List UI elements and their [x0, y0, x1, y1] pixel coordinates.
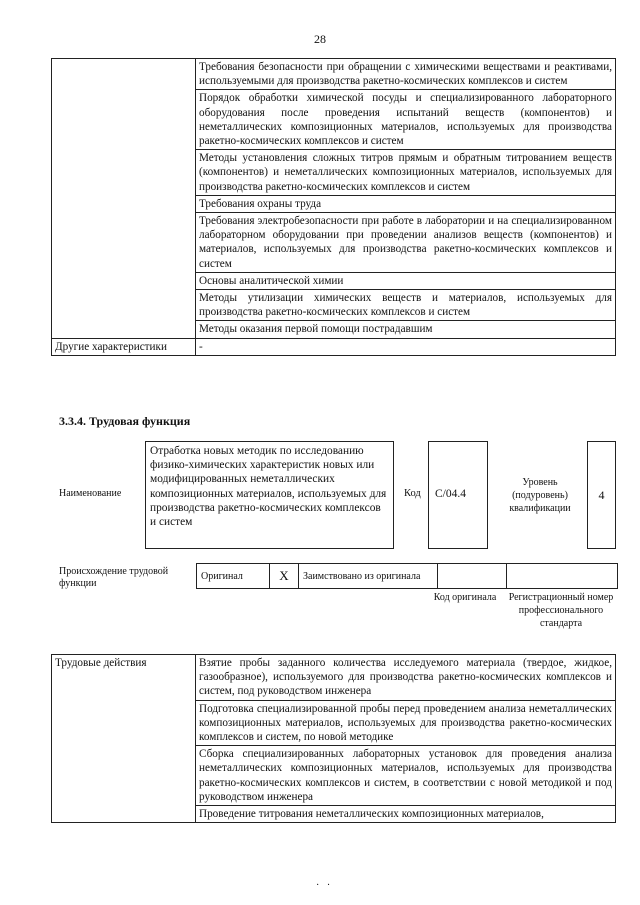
registration-number-cell: [507, 564, 618, 589]
original-code-cell: [438, 564, 507, 589]
code-caption: Код оригинала: [433, 592, 497, 603]
code-label: Код: [404, 488, 421, 499]
other-characteristics-value: -: [196, 338, 616, 355]
origin-label: Происхождение трудовой функции: [59, 566, 169, 589]
scan-dots: · ·: [316, 880, 331, 891]
labor-action-row: Проведение титрования неметаллических композиционных материалов,: [196, 806, 616, 823]
borrowed-label: Заимствовано из оригинала: [299, 564, 438, 589]
knowledge-row: Методы утилизации химических веществ и материалов, используемых для производства ракетно-космических комплексов и систем: [196, 290, 616, 321]
knowledge-table: [51, 58, 616, 356]
labor-actions-label: Трудовые действия: [52, 655, 196, 823]
level-value: 4: [587, 441, 616, 549]
name-label: Наименование: [59, 488, 122, 499]
level-label: Уровень (подуровень) квалификации: [509, 477, 571, 514]
labor-actions-table: [51, 654, 616, 823]
labor-action-row: Взятие пробы заданного количества исследуемого материала (твердое, жидкое, газообразное), используемого для производства ракетно-космических комплексов и систем, под руководством инженера: [196, 655, 616, 701]
knowledge-row: Порядок обработки химической посуды и специализированного лабораторного оборудования после проведения испытаний веществ (компонентов) и неметаллических композиционных материалов, используемых для производства ракетно-космических комплексов и систем: [196, 90, 616, 150]
original-mark: X: [270, 564, 299, 589]
section-title: 3.3.4. Трудовая функция: [59, 414, 191, 428]
registration-caption: Регистрационный номер профессионального стандарта: [508, 592, 614, 629]
other-characteristics-label: Другие характеристики: [52, 338, 196, 355]
labor-action-row: Подготовка специализированной пробы перед проведением анализа неметаллических композиционных материалов, используемых для производства ракетно-космических комплексов и систем, по новой методике: [196, 700, 616, 746]
page-number: 28: [314, 32, 326, 46]
knowledge-row: Методы установления сложных титров прямым и обратным титрованием веществ (компонентов) и неметаллических композиционных материалов, используемых для производства ракетно-космических комплексов и систем: [196, 150, 616, 196]
code-value: C/04.4: [428, 441, 488, 549]
knowledge-row: Основы аналитической химии: [196, 272, 616, 289]
knowledge-row: Требования охраны труда: [196, 195, 616, 212]
knowledge-label-cell: [52, 59, 196, 339]
function-name: Отработка новых методик по исследованию физико-химических характеристик новых или модифицированных неметаллических композиционных материалов, используемых для производства ракетно-космических комплексов и систем: [145, 441, 394, 549]
knowledge-row: Методы оказания первой помощи пострадавшим: [196, 321, 616, 338]
knowledge-row: Требования безопасности при обращении с химическими веществами и реактивами, используемыми для производства ракетно-космических комплексов и систем: [196, 59, 616, 90]
origin-table: [196, 563, 618, 589]
original-label: Оригинал: [197, 564, 270, 589]
labor-action-row: Сборка специализированных лабораторных установок для проведения анализа неметаллических композиционных материалов, используемых для производства ракетно-космических комплексов и систем, в соответствии с новой методикой и под руководством инженера: [196, 746, 616, 806]
knowledge-row: Требования электробезопасности при работе в лаборатории и на специализированном лабораторном оборудовании при проведении анализов веществ (компонентов) и материалов, используемых для производства ракетно-космических комплексов и систем: [196, 213, 616, 273]
